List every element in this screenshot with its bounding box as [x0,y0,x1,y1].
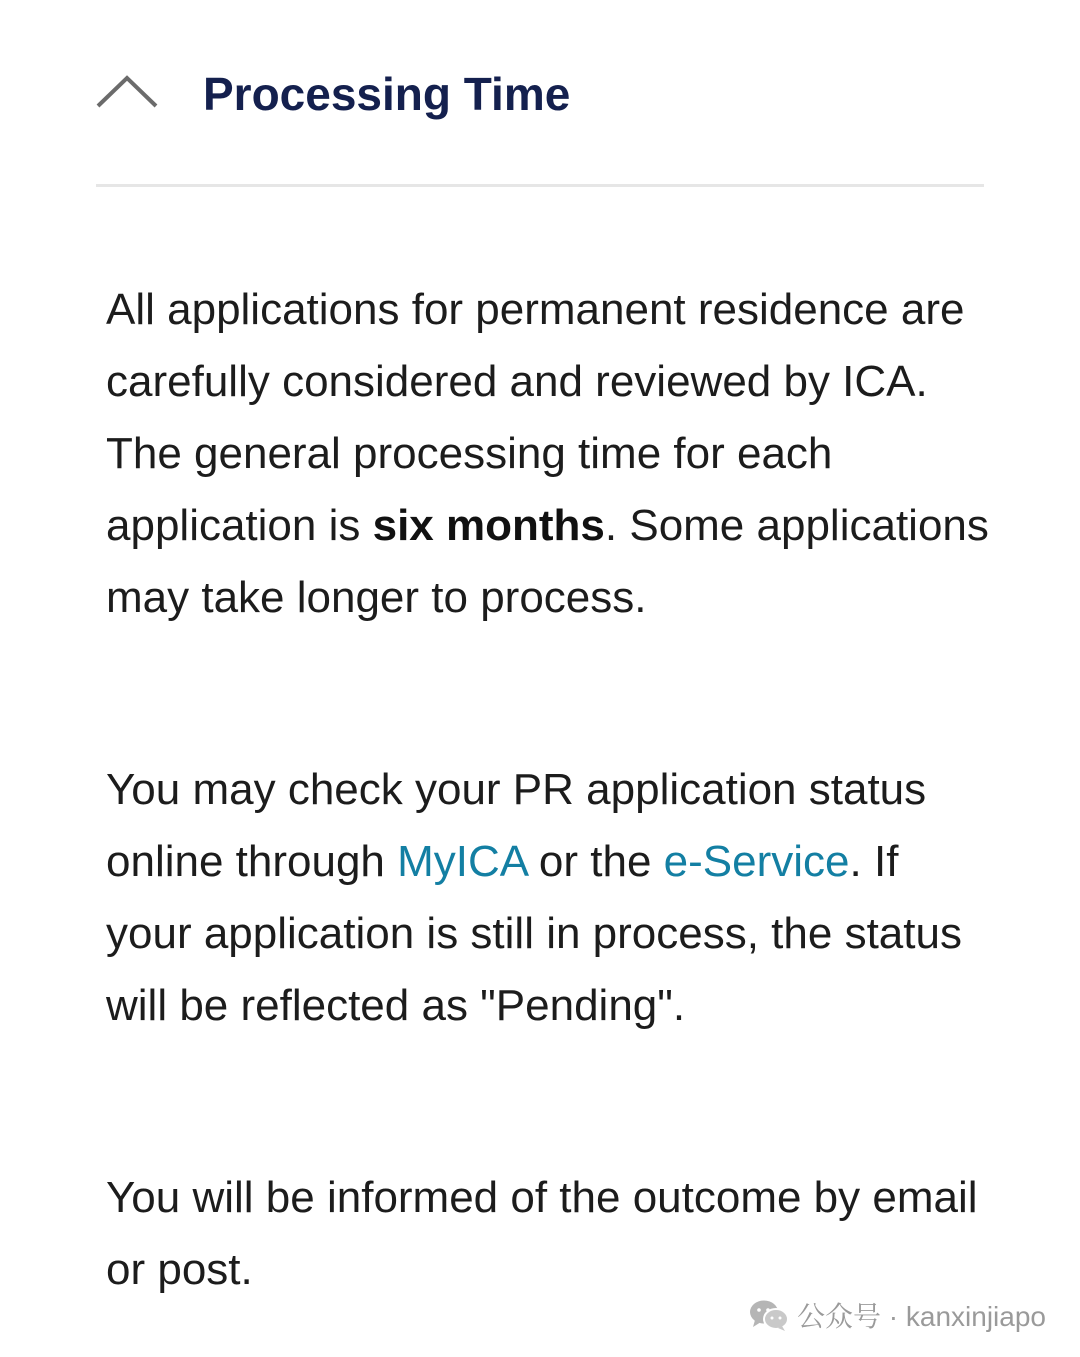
highlight-six-months: six months [372,501,605,550]
paragraph-text: or the [526,837,664,886]
paragraph-text: . If your application is still in process, the status will be reflected as "Pending". [106,837,962,1030]
chevron-up-icon [96,74,158,110]
status-check-paragraph [106,754,996,1042]
section-title: Processing Time [203,68,571,120]
watermark-text: 公众号 · kanxinjiapo [797,1301,1046,1332]
processing-time-paragraph [106,274,996,634]
paragraph-text: You will be informed of the outcome by email or post. [106,1173,978,1294]
e-service-link[interactable]: e-Service [663,837,850,886]
myica-link[interactable]: MyICA [397,837,527,886]
paragraph-text: . Some applications may take longer to process. [106,501,989,622]
paragraph-text: All applications for permanent residence are carefully considered and reviewed by ICA. The general processing time for each application is [106,285,965,550]
divider [96,184,984,187]
wechat-icon [749,1298,789,1332]
wechat-watermark [749,1297,1046,1333]
outcome-paragraph [106,1162,996,1306]
paragraph-text: You may check your PR application status online through [106,765,927,886]
accordion-header-processing-time[interactable] [96,60,984,130]
